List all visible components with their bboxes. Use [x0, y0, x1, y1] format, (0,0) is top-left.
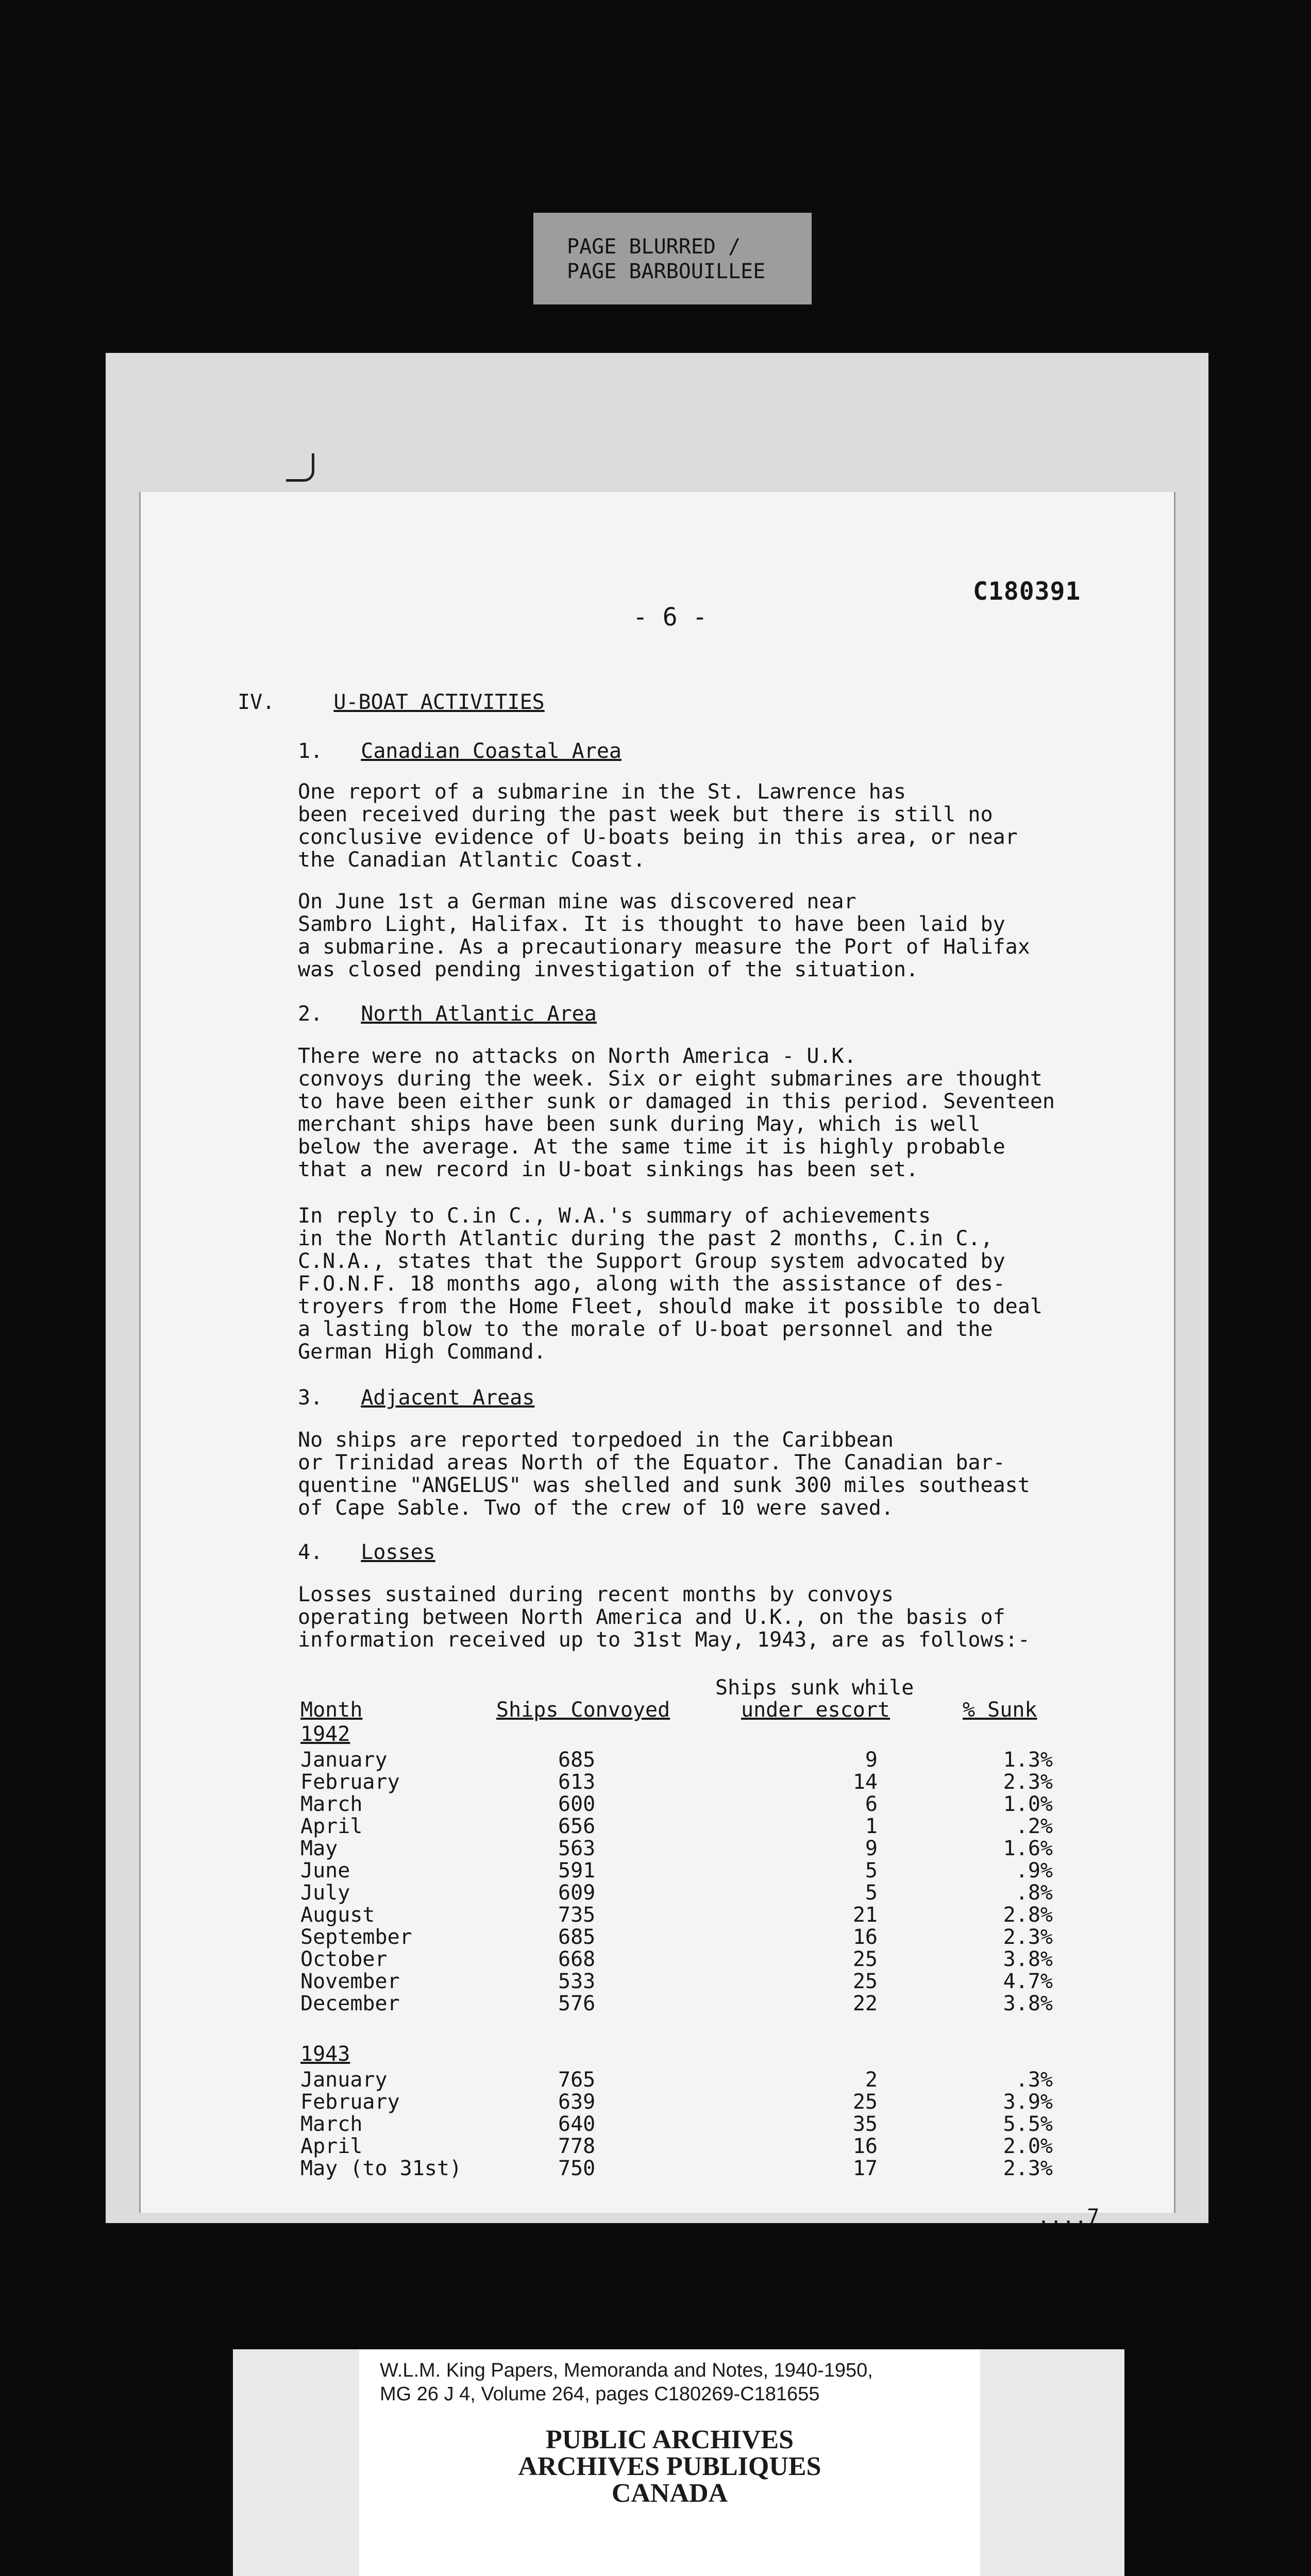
table-row — [300, 1926, 1115, 1948]
month-cell: February — [300, 1770, 400, 1794]
month-cell: August — [300, 1903, 375, 1927]
percent-cell: 1.0% — [1003, 1792, 1053, 1816]
stamp-line-2: PAGE BARBOUILLEE — [567, 260, 766, 283]
percent-cell: 2.3% — [1003, 2157, 1053, 2180]
table-row — [300, 1749, 1115, 1771]
convoyed-cell: 668 — [558, 1947, 596, 1971]
table-body — [300, 1723, 1115, 2180]
percent-cell: 2.0% — [1003, 2134, 1053, 2158]
year-heading: 1943 — [300, 2042, 350, 2066]
table-row — [300, 2158, 1115, 2180]
month-cell: January — [300, 2068, 388, 2092]
subsection-title: Adjacent Areas — [361, 1386, 535, 1410]
subsection-heading-4 — [298, 1540, 435, 1564]
section-numeral: IV. — [238, 690, 275, 714]
table-row — [300, 1838, 1115, 1860]
year-heading: 1942 — [300, 1722, 350, 1746]
archives-line-1: PUBLIC ARCHIVES — [545, 2425, 794, 2454]
sunk-cell: 2 — [865, 2068, 878, 2092]
sunk-cell: 16 — [852, 1925, 878, 1949]
archives-line-2: ARCHIVES PUBLIQUES — [518, 2452, 821, 2481]
sunk-cell: 1 — [865, 1815, 878, 1838]
convoyed-cell: 778 — [558, 2134, 596, 2158]
convoyed-cell: 656 — [558, 1815, 596, 1838]
month-cell: September — [300, 1925, 412, 1949]
percent-cell: 1.6% — [1003, 1837, 1053, 1860]
section-heading — [238, 690, 545, 714]
table-row — [300, 1882, 1115, 1904]
month-cell: November — [300, 1970, 400, 1993]
header-percent-sunk: % Sunk — [963, 1698, 1037, 1722]
convoyed-cell: 640 — [558, 2112, 596, 2136]
table-row — [300, 2136, 1115, 2158]
header-ships-sunk-line-2: under escort — [741, 1698, 890, 1722]
document-page — [139, 492, 1175, 2229]
subsection-heading-3 — [298, 1386, 534, 1410]
table-row — [300, 1771, 1115, 1793]
percent-cell: .2% — [1015, 1815, 1053, 1838]
percent-cell: .9% — [1015, 1859, 1053, 1883]
percent-cell: 1.3% — [1003, 1748, 1053, 1772]
table-row — [300, 2069, 1115, 2091]
month-cell: July — [300, 1881, 350, 1905]
convoyed-cell: 533 — [558, 1970, 596, 1993]
convoyed-cell: 576 — [558, 1992, 596, 2015]
paragraph: One report of a submarine in the St. Lawrence has been received during the past week but there is still no conclusive evidence of U-boats being in this area, or near the Canadian Atlantic Coast. — [298, 780, 1018, 872]
page-blurred-stamp — [533, 213, 812, 304]
subsection-title: Losses — [361, 1540, 435, 1564]
header-ships-sunk-line-1: Ships sunk while — [715, 1676, 914, 1700]
percent-cell: 2.8% — [1003, 1903, 1053, 1927]
sunk-cell: 22 — [852, 1992, 878, 2015]
sunk-cell: 16 — [852, 2134, 878, 2158]
month-cell: May — [300, 1837, 338, 1860]
paragraph: In reply to C.in C., W.A.'s summary of achievements in the North Atlantic during the past 2 months, C.in C., C.N.A., states that the Support Group system advocated by F.O.N.F. 18 months ago, along with the assistance of des- troyers from the Home Fleet, should make it possible to deal a lasting blow to the morale of U-boat personnel and the German High Command. — [298, 1204, 1043, 1364]
percent-cell: 3.8% — [1003, 1947, 1053, 1971]
subsection-number: 2. — [298, 1002, 323, 1026]
continuation-marker: ....7 — [1037, 2205, 1100, 2229]
archive-label-card — [233, 2349, 1124, 2576]
table-header — [300, 1674, 1115, 1723]
table-row — [300, 1904, 1115, 1926]
percent-cell: 3.9% — [1003, 2090, 1053, 2114]
table-row — [300, 1816, 1115, 1838]
subsection-number: 4. — [298, 1540, 323, 1564]
month-cell: April — [300, 1815, 363, 1838]
sunk-cell: 9 — [865, 1837, 878, 1860]
percent-cell: 2.3% — [1003, 1770, 1053, 1794]
sunk-cell: 5 — [865, 1859, 878, 1883]
stamp-line-1: PAGE BLURRED / — [567, 235, 741, 259]
convoyed-cell: 685 — [558, 1748, 596, 1772]
month-cell: February — [300, 2090, 400, 2114]
header-month: Month — [300, 1698, 363, 1722]
subsection-title: Canadian Coastal Area — [361, 739, 621, 763]
percent-cell: 5.5% — [1003, 2112, 1053, 2136]
sunk-cell: 14 — [852, 1770, 878, 1794]
archives-line-3: CANADA — [611, 2479, 728, 2508]
month-cell: March — [300, 1792, 363, 1816]
convoyed-cell: 639 — [558, 2090, 596, 2114]
month-cell: May (to 31st) — [300, 2157, 462, 2180]
losses-table — [300, 1674, 1115, 2180]
sunk-cell: 25 — [852, 1947, 878, 1971]
year-gap — [300, 2015, 1115, 2043]
page-number: - 6 - — [633, 603, 708, 632]
header-ships-convoyed: Ships Convoyed — [496, 1698, 670, 1722]
percent-cell: .8% — [1015, 1881, 1053, 1905]
convoyed-cell: 600 — [558, 1792, 596, 1816]
percent-cell: 4.7% — [1003, 1970, 1053, 1993]
table-row — [300, 2113, 1115, 2136]
subsection-heading-2 — [298, 1002, 597, 1026]
document-reference: C180391 — [973, 577, 1081, 606]
subsection-number: 1. — [298, 739, 323, 763]
convoyed-cell: 735 — [558, 1903, 596, 1927]
convoyed-cell: 591 — [558, 1859, 596, 1883]
sunk-cell: 9 — [865, 1748, 878, 1772]
sunk-cell: 17 — [852, 2157, 878, 2180]
paragraph: Losses sustained during recent months by convoys operating between North America and U.K., on the basis of information received up to 31st May, 1943, are as follows:- — [298, 1583, 1030, 1652]
citation — [380, 2359, 873, 2406]
sunk-cell: 21 — [852, 1903, 878, 1927]
table-row — [300, 1860, 1115, 1882]
table-row — [300, 1971, 1115, 1993]
month-cell: March — [300, 2112, 363, 2136]
table-row — [300, 1993, 1115, 2015]
sunk-cell: 35 — [852, 2112, 878, 2136]
sunk-cell: 25 — [852, 2090, 878, 2114]
sunk-cell: 5 — [865, 1881, 878, 1905]
sunk-cell: 6 — [865, 1792, 878, 1816]
paragraph: No ships are reported torpedoed in the Caribbean or Trinidad areas North of the Equator. The Canadian bar- quentine "ANGELUS" was shelled and sunk 300 miles southeast of Cape Sable. Two of the crew of 10 were saved. — [298, 1428, 1030, 1520]
month-cell: January — [300, 1748, 388, 1772]
convoyed-cell: 765 — [558, 2068, 596, 2092]
convoyed-cell: 685 — [558, 1925, 596, 1949]
percent-cell: .3% — [1015, 2068, 1053, 2092]
table-row — [300, 1793, 1115, 1816]
subsection-title: North Atlantic Area — [361, 1002, 597, 1026]
month-cell: October — [300, 1947, 388, 1971]
table-row — [300, 1948, 1115, 1971]
archive-label — [359, 2349, 980, 2576]
month-cell: December — [300, 1992, 400, 2015]
archives-stamp — [359, 2427, 980, 2507]
sunk-cell: 25 — [852, 1970, 878, 1993]
pencil-mark — [286, 453, 314, 482]
table-row — [300, 2091, 1115, 2113]
subsection-heading-1 — [298, 739, 621, 763]
citation-line-1: W.L.M. King Papers, Memoranda and Notes, 1940-1950, — [380, 2360, 873, 2381]
month-cell: April — [300, 2134, 363, 2158]
percent-cell: 2.3% — [1003, 1925, 1053, 1949]
convoyed-cell: 609 — [558, 1881, 596, 1905]
convoyed-cell: 750 — [558, 2157, 596, 2180]
month-cell: June — [300, 1859, 350, 1883]
convoyed-cell: 613 — [558, 1770, 596, 1794]
subsection-number: 3. — [298, 1386, 323, 1410]
section-title: U-BOAT ACTIVITIES — [333, 690, 545, 714]
paragraph: There were no attacks on North America - U.K. convoys during the week. Six or eight submarines are thought to have been either sunk or damaged in this period. Seventeen merchant ships have been sunk during May, which is well below the average. At the same time it is highly probable that a new record in U-boat sinkings has been set. — [298, 1044, 1055, 1181]
paragraph: On June 1st a German mine was discovered near Sambro Light, Halifax. It is thought to have been laid by a submarine. As a precautionary measure the Port of Halifax was closed pending investigation of the situation. — [298, 890, 1030, 981]
citation-line-2: MG 26 J 4, Volume 264, pages C180269-C181655 — [380, 2383, 820, 2405]
percent-cell: 3.8% — [1003, 1992, 1053, 2015]
convoyed-cell: 563 — [558, 1837, 596, 1860]
